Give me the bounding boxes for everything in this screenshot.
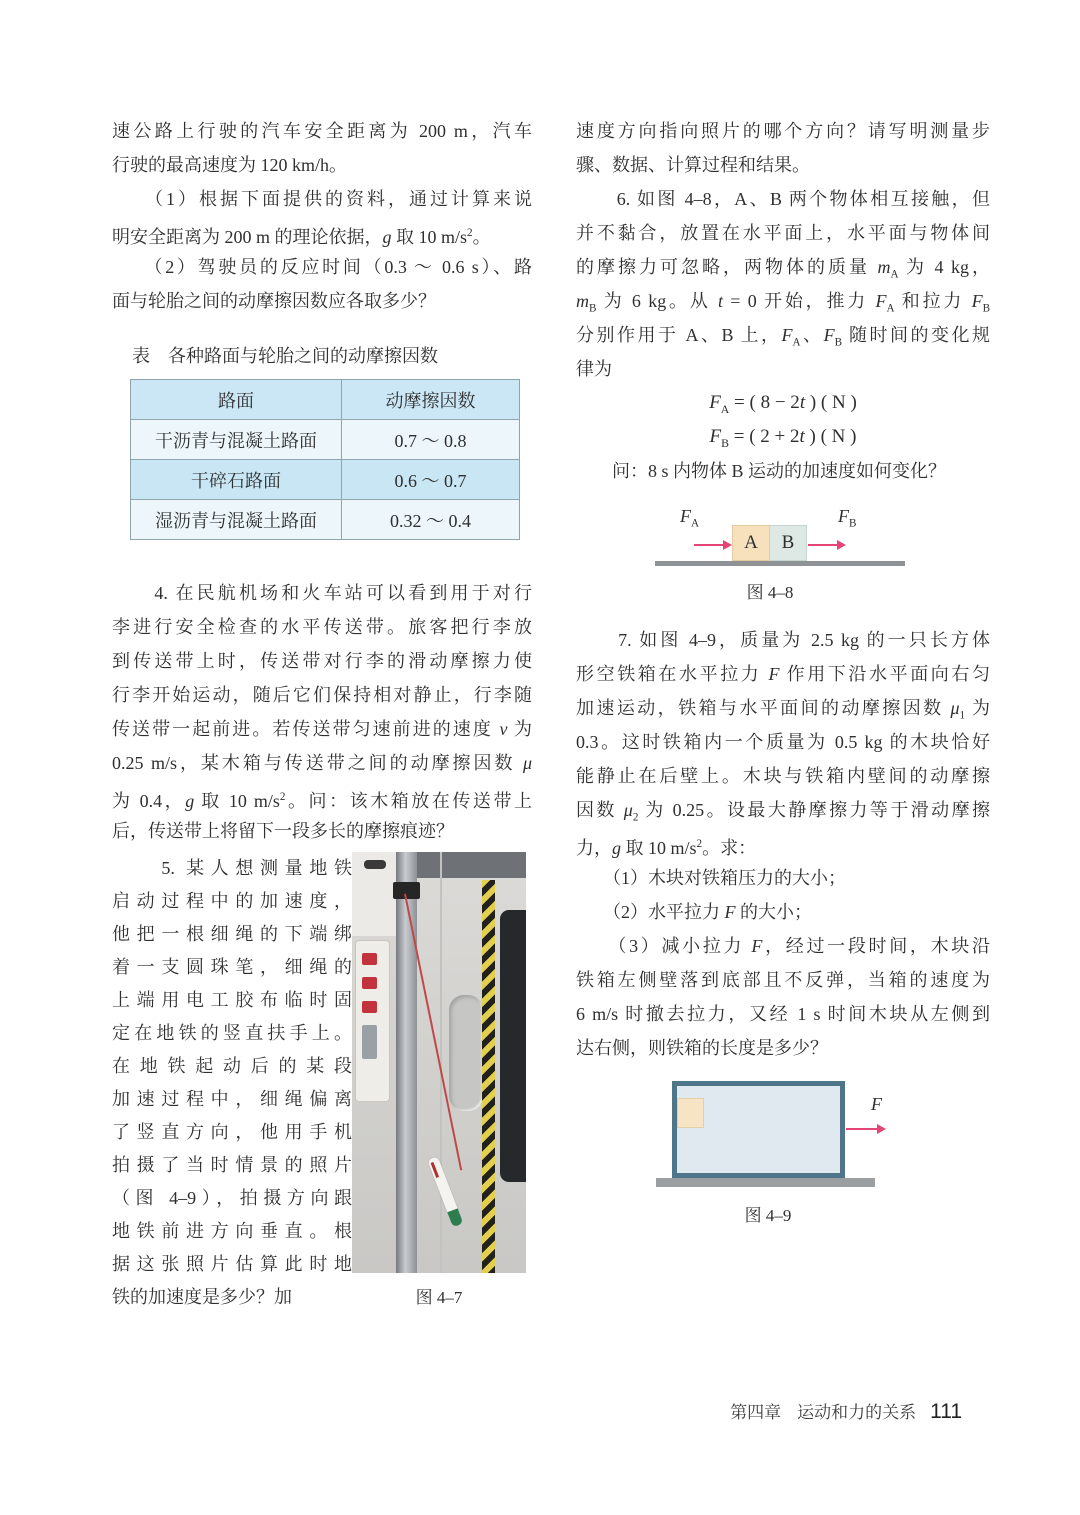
page-number: 111 xyxy=(930,1400,962,1423)
wood-block xyxy=(677,1098,704,1128)
table-cell: 0.6 ～ 0.7 xyxy=(342,460,520,500)
text-line: 力，g 取 10 $m/s^2$。求： xyxy=(576,838,757,858)
table-cell: 干沥青与混凝土路面 xyxy=(131,420,342,460)
paragraph-item-1 xyxy=(112,182,532,250)
ground-bar xyxy=(656,1178,875,1187)
text-line: （2）水平拉力 F 的大小； xyxy=(576,902,812,922)
force-f-arrow xyxy=(846,1128,878,1130)
text-line: 明安全距离为 200 m 的理论依据，g 取 10 $m/s^2$。 xyxy=(112,227,491,247)
photo-door-handle-recess xyxy=(449,995,483,1111)
force-b-arrow xyxy=(808,544,838,546)
friction-coefficient-table xyxy=(130,379,520,540)
photo-top-band xyxy=(412,852,526,878)
table-cell: 干碎石路面 xyxy=(131,460,342,500)
table-row xyxy=(131,500,520,540)
text-line: 据这张照片估算此时地 xyxy=(112,1254,352,1274)
photo-gray-label xyxy=(362,1025,377,1059)
text-line: 分别作用于 A、B 上，$F_A$、$F_B$ 随时间的变化规 xyxy=(576,325,990,349)
question-7-item-3 xyxy=(576,929,990,1065)
text-line: 铁箱左侧壁落到底部且不反弹，当箱的速度为 xyxy=(576,970,990,990)
photo-ceiling-detail xyxy=(364,860,386,869)
text-line: 6 m/s 时撤去拉力，又经 1 s 时间木块从左侧到 xyxy=(576,1004,990,1024)
text-line: 行李开始运动，随后它们保持相对静止，行李随 xyxy=(112,685,532,705)
photo-vertical-handrail xyxy=(396,852,417,1273)
block-b xyxy=(769,525,807,561)
figure-4-9-diagram xyxy=(576,1081,990,1187)
question-7-item-1 xyxy=(576,861,990,895)
iron-box xyxy=(672,1081,845,1178)
text-line: （1）根据下面提供的资料，通过计算来说 xyxy=(112,189,532,209)
table-caption xyxy=(132,344,532,368)
text-line: 速公路上行驶的汽车安全距离为 200 m，汽车 xyxy=(112,121,532,141)
question-5-section xyxy=(112,852,532,1314)
right-column xyxy=(576,114,990,1226)
figure-4-8-caption: 图 4–8 xyxy=(746,583,794,602)
text-line: （3）减小拉力 F，经过一段时间，木块沿 xyxy=(576,936,990,956)
text-line: 速度方向指向照片的哪个方向？请写明测量步 xyxy=(576,121,990,141)
table-header-coefficient: 动摩擦因数 xyxy=(342,380,520,420)
photo-red-button xyxy=(362,953,377,965)
question-4 xyxy=(112,576,532,848)
text-line: 因数 $\mu_2$ 为 0.25。设最大静摩擦力等于滑动摩擦 xyxy=(576,800,990,824)
figure-4-7 xyxy=(352,852,526,1314)
text-line: 李进行安全检查的水平传送带。旅客把行李放 xyxy=(112,617,532,637)
paragraph-item-2 xyxy=(112,250,532,318)
table-cell: 0.7 ～ 0.8 xyxy=(342,420,520,460)
subway-photo xyxy=(352,852,526,1273)
block-b-label: B xyxy=(781,532,795,553)
table-row xyxy=(131,460,520,500)
photo-red-button xyxy=(362,1001,377,1013)
text-line: 着一支圆珠笔，细绳的 xyxy=(112,957,352,977)
question-5-text xyxy=(112,852,352,1314)
text-line: 在地铁起动后的某段 xyxy=(112,1056,352,1076)
text-line: 骤、数据、计算过程和结果。 xyxy=(576,155,810,175)
question-7 xyxy=(576,623,990,861)
photo-red-button xyxy=(362,977,377,989)
figure-4-8-diagram xyxy=(576,496,990,566)
photo-dark-window xyxy=(500,910,526,1182)
question-6 xyxy=(576,182,990,386)
text-line: $m_B$ 为 6 kg。从 t = 0 开始，推力 $F_A$ 和拉力 $F_B$ xyxy=(576,291,990,315)
text-line: 能静止在后壁上。木块与铁箱内壁间的动摩擦 xyxy=(576,766,990,786)
figure-4-9-caption: 图 4–9 xyxy=(744,1206,792,1225)
question-7-item-2 xyxy=(576,895,990,929)
text-line: 了竖直方向，他用手机 xyxy=(112,1122,352,1142)
force-b-label: $F_B$ xyxy=(838,506,857,530)
text-line: 0.25 m/s，某木箱与传送带之间的动摩擦因数 μ xyxy=(112,753,532,773)
chapter-title: 运动和力的关系 xyxy=(797,1403,917,1422)
left-column xyxy=(112,114,532,1314)
text-line: 他把一根细绳的下端绑 xyxy=(112,924,352,944)
question-6-prompt xyxy=(576,454,990,488)
photo-ballpoint-pen xyxy=(427,1156,459,1218)
text-line: 面与轮胎之间的动摩擦因数应各取多少？ xyxy=(112,291,436,311)
figure-4-7-caption: 图 4–7 xyxy=(415,1288,463,1307)
text-line: 0.3。这时铁箱内一个质量为 0.5 kg 的木块恰好 xyxy=(576,732,990,752)
block-a-label: A xyxy=(744,532,758,553)
text-line: （1）木块对铁箱压力的大小； xyxy=(576,868,846,888)
text-line: 4. 在民航机场和火车站可以看到用于对行 xyxy=(112,583,532,603)
equation-force-a: $F_A$ = ( 8 − 2t ) ( N ) xyxy=(709,392,857,416)
table-row xyxy=(131,420,520,460)
photo-hazard-stripe xyxy=(482,880,495,1273)
text-line: 形空铁箱在水平拉力 F 作用下沿水平面向右匀 xyxy=(576,664,990,684)
table-cell: 0.32 ～ 0.4 xyxy=(342,500,520,540)
force-a-arrow xyxy=(694,544,724,546)
text-line: 达右侧，则铁箱的长度是多少？ xyxy=(576,1038,828,1058)
paragraph-safety-distance xyxy=(112,114,532,182)
text-line: 6. 如图 4–8，A、B 两个物体相互接触，但 xyxy=(576,189,990,209)
text-line: 铁的加速度是多少？加 xyxy=(112,1287,292,1307)
page-footer xyxy=(730,1398,962,1424)
table-caption-text: 各种路面与轮胎之间的动摩擦因数 xyxy=(168,346,438,366)
ground-line xyxy=(655,561,905,566)
table-caption-prefix: 表 xyxy=(132,346,150,366)
figure-4-9 xyxy=(576,1081,990,1226)
text-line: 并不黏合，放置在水平面上，水平面与物体间 xyxy=(576,223,990,243)
force-a-label: $F_A$ xyxy=(680,506,700,530)
table-body xyxy=(131,420,520,540)
text-line: 问：8 s 内物体 B 运动的加速度如何变化？ xyxy=(576,461,947,481)
text-line: 的摩擦力可忽略，两物体的质量 $m_A$ 为 4 kg， xyxy=(576,257,990,281)
text-line: 行驶的最高速度为 120 km/h。 xyxy=(112,155,348,175)
text-line: 加速过程中，细绳偏离 xyxy=(112,1089,352,1109)
table-cell: 湿沥青与混凝土路面 xyxy=(131,500,342,540)
text-line: 启动过程中的加速度， xyxy=(112,891,352,911)
block-a xyxy=(732,525,770,561)
text-line: 拍摄了当时情景的照片 xyxy=(112,1155,352,1175)
text-line: （图 4–9），拍摄方向跟 xyxy=(112,1188,352,1208)
text-line: 为 0.4，g 取 10 $m/s^2$。问：该木箱放在传送带上 xyxy=(112,791,532,811)
equation-force-b: $F_B$ = ( 2 + 2t ) ( N ) xyxy=(709,426,857,450)
text-line: 上端用电工胶布临时固 xyxy=(112,990,352,1010)
table-header-row xyxy=(131,380,520,420)
force-f-label: F xyxy=(871,1094,882,1114)
text-line: 地铁前进方向垂直。根 xyxy=(112,1221,352,1241)
text-line: 5. 某人想测量地铁 xyxy=(112,858,352,878)
text-line: 定在地铁的竖直扶手上。 xyxy=(112,1023,352,1043)
text-line: 到传送带上时，传送带对行李的滑动摩擦力使 xyxy=(112,651,532,671)
figure-4-8 xyxy=(576,496,990,603)
question-5-continued xyxy=(576,114,990,182)
text-line: 7. 如图 4–9，质量为 2.5 kg 的一只长方体 xyxy=(576,630,990,650)
text-line: （2）驾驶员的反应时间（0.3 ～ 0.6 s）、路 xyxy=(112,257,532,277)
force-equations xyxy=(576,386,990,454)
text-line: 加速运动，铁箱与水平面间的动摩擦因数 $\mu_1$ 为 xyxy=(576,698,990,722)
table-header-surface: 路面 xyxy=(131,380,342,420)
text-line: 后，传送带上将留下一段多长的摩擦痕迹？ xyxy=(112,821,454,841)
chapter-label: 第四章 xyxy=(730,1403,782,1422)
photo-intercom-panel xyxy=(355,940,390,1102)
text-line: 律为 xyxy=(576,359,612,379)
text-line: 传送带一起前进。若传送带匀速前进的速度 v 为 xyxy=(112,719,532,739)
